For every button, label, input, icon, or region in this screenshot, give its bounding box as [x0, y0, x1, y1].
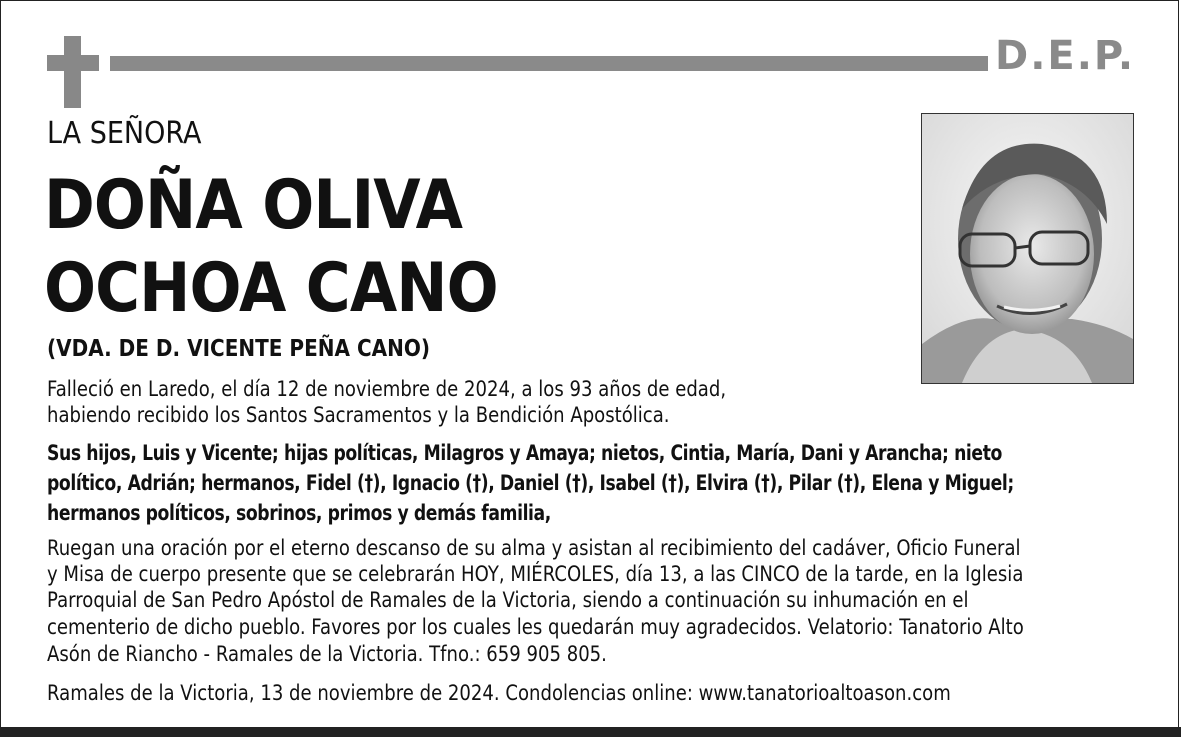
service-line2: y Misa de cuerpo presente que se celebrarán HOY, MIÉRCOLES, día 13, a las CINCO de la tarde, en la Iglesia — [47, 562, 1024, 586]
deceased-title: LA SEÑORA — [47, 116, 202, 151]
service-line3: Parroquial de San Pedro Apóstol de Ramales de la Victoria, siendo a continuación su inhumación en el — [47, 588, 969, 612]
deceased-name-line1: DOÑA OLIVA — [44, 166, 463, 245]
death-notice-line1: Falleció en Laredo, el día 12 de noviembre de 2024, a los 93 años de edad, — [47, 377, 727, 401]
family-line3: hermanos políticos, sobrinos, primos y demás familia, — [47, 501, 551, 525]
deceased-name-line2: OCHOA CANO — [44, 249, 498, 328]
bottom-bar — [0, 727, 1181, 737]
dep-heading: D.E.P. — [995, 33, 1136, 79]
death-notice-line2: habiendo recibido los Santos Sacramentos y la Bendición Apostólica. — [47, 403, 670, 427]
widow-of: (VDA. DE D. VICENTE PEÑA CANO) — [47, 336, 431, 362]
family-line1: Sus hijos, Luis y Vicente; hijas políticas, Milagros y Amaya; nietos, Cintia, María, Dani y Arancha; nieto — [47, 441, 1002, 465]
service-line1: Ruegan una oración por el eterno descanso de su alma y asistan al recibimiento del cadáver, Oficio Funeral — [47, 536, 1021, 560]
portrait-photo — [921, 113, 1134, 384]
footer-place-date: Ramales de la Victoria, 13 de noviembre de 2024. Condolencias online: www.tanatorioaltoason.com — [47, 681, 951, 705]
service-line4: cementerio de dicho pueblo. Favores por los cuales les quedarán muy agradecidos. Velatorio: Tanatorio Alto — [47, 615, 1024, 639]
service-line5: Asón de Riancho - Ramales de la Victoria. Tfno.: 659 905 805. — [47, 642, 607, 666]
cross-icon — [47, 36, 99, 108]
header-rule — [110, 56, 988, 71]
family-line2: político, Adrián; hermanos, Fidel (†), Ignacio (†), Daniel (†), Isabel (†), Elvira (†), Pilar (†), Elena y Miguel; — [47, 471, 1014, 495]
